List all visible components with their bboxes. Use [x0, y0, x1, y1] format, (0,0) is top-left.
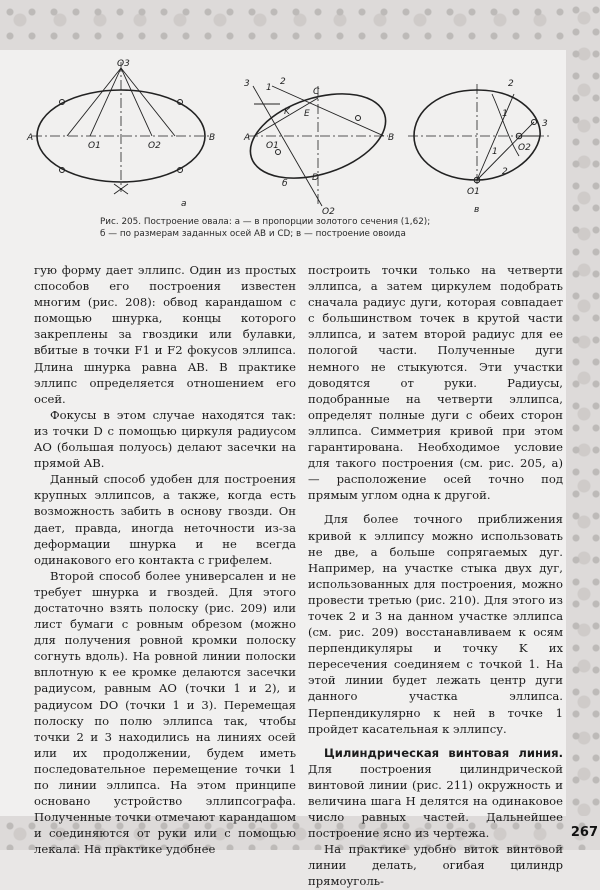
fig-b-label-e: E	[304, 109, 310, 119]
fig-b-label-3: 3	[244, 79, 250, 89]
fig-c-label-2-top: 2	[508, 79, 514, 89]
page-number: 267	[570, 825, 598, 840]
figure-b-oval	[240, 78, 397, 206]
fig-a-label-f1: O1	[88, 141, 101, 151]
fig-a-label-left: A	[27, 133, 34, 143]
lace-border-top	[0, 0, 600, 50]
figure-a-oval	[32, 62, 210, 194]
figure-205	[22, 56, 562, 216]
fig-c-label-3: 3	[542, 119, 548, 129]
fig-c-label-o1: O1	[467, 187, 480, 197]
fig-c-panel-label: в	[474, 205, 480, 215]
fig-b-label-o2: O2	[322, 207, 335, 216]
section-body: Для построения цилиндрической винтовой линии (рис. 211) окружность и величина шага H делятся на одинаковое число равных частей. Дальнейшее построение ясно из чертежа.	[308, 761, 563, 841]
section-heading: Цилиндрическая винтовая линия.	[324, 745, 563, 760]
fig-a-label-f2: O2	[148, 141, 161, 151]
lace-border-right	[566, 0, 600, 850]
paragraph: Для более точного приближения кривой к эллипсу можно использовать не две, а больше сопрягаемых дуг. Например, на участке стыка двух дуг, использованных для построения, можно провести третью (рис. 210). Для этого из точек 2 и 3 на данном участке эллипса (см. рис. 209) восстанавливаем к осям перпендикуляры и точку K их пересечения соединяем с точкой 1. На этой линии будет лежать центр дуги данного участка эллипса. Перпендикулярно к ней в точке 1 пройдет касательная к эллипсу.	[308, 512, 563, 736]
fig-c-label-o2: O2	[518, 143, 531, 153]
fig-a-label-top: O3	[117, 59, 130, 69]
figure-caption	[100, 216, 540, 240]
caption-line-1: Рис. 205. Построение овала: а — в пропорции золотого сечения (1,62);	[100, 217, 431, 227]
paragraph: гую форму дает эллипс. Один из простых способов его построения известен многим (рис. 208): обвод карандашом с помощью шнурка, концы которого закреплены за гвоздики или булавки, вбитые в точки F1 и F2 фокусов эллипса. Длина шнурка равна AB. В практике эллипс определяется отношением его осей.	[34, 263, 296, 406]
fig-a-panel-label: а	[181, 199, 187, 209]
figure-c-ovoid	[408, 84, 550, 186]
fig-c-label-1-top: 1	[502, 109, 508, 119]
fig-b-label-b: B	[388, 133, 395, 143]
fig-b-label-o1: O1	[266, 141, 279, 151]
paragraph: Данный способ удобен для построения крупных эллипсов, а также, когда есть возможность забить в основу гвозди. Он дает, правда, иногда неточности из-за деформации шнурка и не всегда одинакового его контакта с грифелем.	[34, 472, 296, 567]
fig-b-label-2: 2	[280, 77, 286, 87]
fig-a-label-right: B	[209, 133, 216, 143]
caption-line-2: б — по размерам заданных осей AB и CD; в — построение овоида	[100, 229, 406, 239]
paragraph: Второй способ более универсален и не требует шнурка и гвоздей. Для этого достаточно взять полоску (рис. 209) или лист бумаги с ровным обрезом (можно для получения ровной кромки полоску согнуть вдоль). На ровной линии полоски вплотную к ее кромке делаются засечки радиусом, равным AO (точки 1 и 2), и радиусом DO (точки 1 и 3). Перемещая полоску по полю эллипса так, чтобы точки 2 и 3 находились на линиях осей или их продолжении, будем иметь последовательное перемещение точки 1 по линии эллипса. На этом принципе основано устройство эллипсографа. Полученные точки отмечают карандашом и соединяются от руки или с помощью лекала. На практике удобнее	[34, 568, 296, 857]
fig-c-label-2-bottom: 2	[502, 167, 508, 177]
fig-b-panel-label: б	[282, 179, 288, 189]
text-column-right	[308, 262, 563, 890]
paragraph: построить точки только на четверти эллипса, а затем циркулем подобрать сначала радиус дуги, которая совпадает с большинством точек в крутой части эллипса, и затем второй радиус для ее пологой части. Полученные дуги немного не стыкуются. Эти участки доводятся от руки. Радиусы, подобранные на четверти эллипса, определят полные дуги с обеих сторон эллипса. Симметрия кривой при этом гарантирована. Необходимое условие для такого построения (см. рис. 205, а) — расположение осей точно под прямым углом одна к другой.	[308, 263, 563, 503]
fig-b-label-d: D	[312, 173, 319, 183]
paragraph: На практике удобно виток винтовой линии делать, огибая цилиндр прямоуголь-	[308, 842, 563, 889]
fig-b-label-k: K	[284, 107, 290, 117]
fig-c-label-1-bottom: 1	[492, 147, 498, 157]
fig-b-label-a: A	[244, 133, 251, 143]
text-column-left	[34, 262, 296, 857]
paragraph: Фокусы в этом случае находятся так: из точки D с помощью циркуля радиусом AO (большая полуось) делают засечки на прямой AB.	[34, 407, 296, 471]
fig-b-label-1: 1	[266, 83, 272, 93]
fig-b-label-c: C	[313, 87, 320, 97]
